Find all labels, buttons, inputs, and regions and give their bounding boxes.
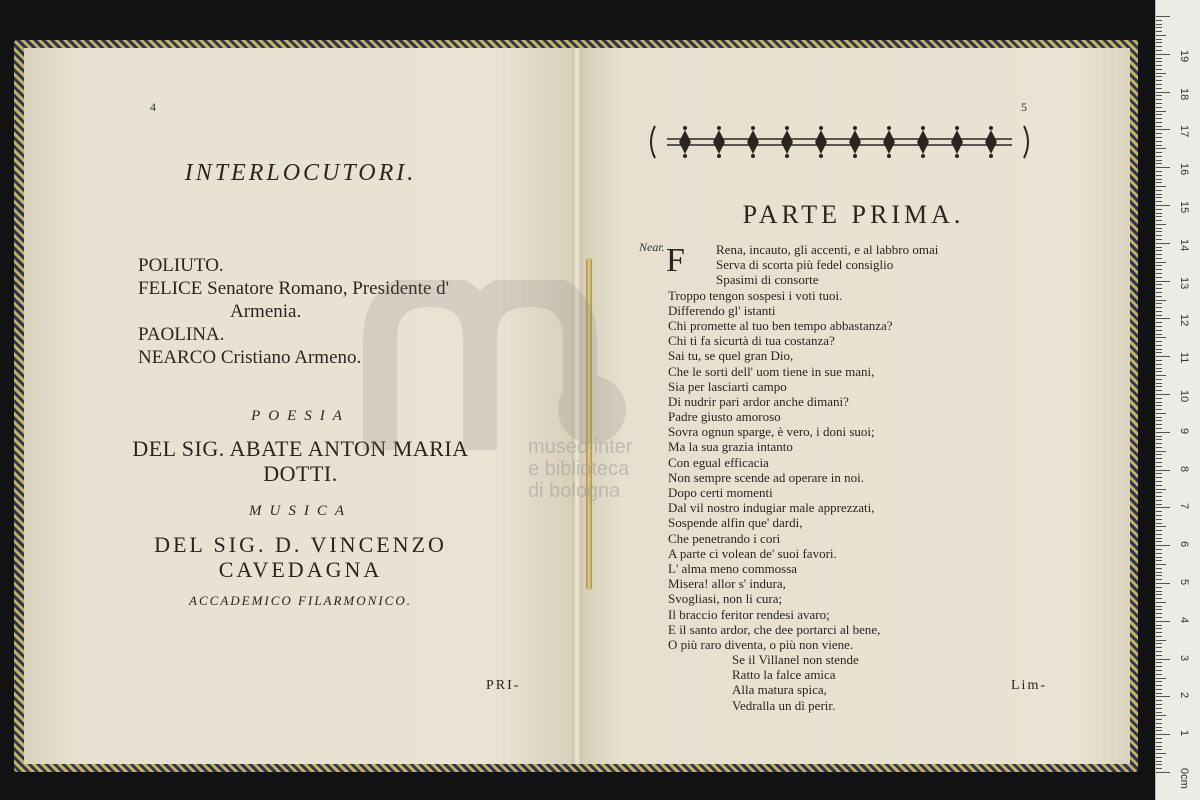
ruler-tick (1156, 723, 1162, 724)
ruler-tick (1156, 326, 1162, 327)
verse-line: Che le sorti dell' uom tiene in sue mani, (668, 363, 875, 379)
ruler-tick (1156, 708, 1162, 709)
drop-cap: F (666, 242, 685, 279)
verse-line: Dal vil nostro indugiar male apprezzati, (668, 500, 875, 516)
ruler-tick (1156, 693, 1162, 694)
parte-prima-heading: PARTE PRIMA. (742, 200, 965, 229)
verse-line: E il santo ardor, che dee portarci al bene, (668, 621, 881, 637)
ruler-label: 15 (1178, 201, 1190, 214)
ruler-tick (1156, 152, 1162, 153)
ruler-tick (1156, 564, 1166, 565)
ruler-tick (1156, 417, 1162, 418)
ruler-tick (1156, 16, 1170, 17)
composer-line-1: DEL SIG. D. VINCENZO (154, 532, 447, 557)
ruler-tick (1156, 92, 1170, 93)
ruler-tick (1156, 481, 1162, 482)
ruler-tick (1156, 742, 1162, 743)
ruler-tick (1156, 447, 1162, 448)
watermark-line: di bologna (528, 480, 621, 502)
catchword-right: Lim- (1011, 678, 1047, 693)
ruler-tick (1156, 269, 1162, 270)
ruler-tick (1156, 95, 1162, 96)
ruler-tick (1156, 258, 1162, 259)
verse-line: O più raro diventa, o più non viene. (668, 636, 854, 652)
verse-line: Spasimi di consorte (716, 272, 819, 288)
ruler-tick (1156, 485, 1162, 486)
poesia-label: POESIA (251, 408, 350, 424)
ruler-tick (1156, 492, 1162, 493)
ruler-tick (1156, 84, 1162, 85)
ruler-tick (1156, 436, 1162, 437)
author-line-2: DOTTI. (263, 461, 338, 486)
ruler-tick (1156, 643, 1162, 644)
verse-line: Vedralla un dì perir. (732, 697, 836, 713)
ruler-tick (1156, 553, 1162, 554)
ruler-tick (1156, 628, 1162, 629)
ruler-tick (1156, 704, 1162, 705)
catchword-left: PRI- (486, 678, 521, 693)
ruler-label: 10 (1178, 390, 1190, 403)
ruler-tick (1156, 458, 1162, 459)
composer-title: ACCADEMICO FILARMONICO. (189, 593, 412, 608)
ruler-tick (1156, 402, 1162, 403)
ruler-tick (1156, 712, 1162, 713)
verse-line: Sovra ognun sparge, è vero, i doni suoi; (668, 424, 875, 440)
verse-line: A parte ci volean de' suoi favori. (668, 545, 837, 561)
ruler-tick (1156, 315, 1162, 316)
ruler-tick (1156, 470, 1170, 471)
ruler-tick (1156, 179, 1162, 180)
ruler-tick (1156, 61, 1162, 62)
ruler-tick (1156, 58, 1162, 59)
ruler-tick (1156, 768, 1162, 769)
verse-line: Differendo gl' istanti (668, 302, 776, 318)
verse-line: Sia per lasciarti campo (668, 378, 787, 394)
ruler-tick (1156, 292, 1162, 293)
ruler-tick (1156, 625, 1162, 626)
verse-line: Se il Villanel non stende (732, 652, 859, 668)
ruler-tick (1156, 311, 1162, 312)
ruler-tick (1156, 409, 1162, 410)
verse-line: Sospende alfin que' dardi, (668, 515, 803, 531)
ruler-tick (1156, 231, 1162, 232)
ruler-tick (1156, 213, 1162, 214)
ruler-tick (1156, 439, 1162, 440)
ruler-tick (1156, 141, 1162, 142)
ruler-tick (1156, 129, 1170, 130)
author-line-1: DEL SIG. ABATE ANTON MARIA (132, 436, 469, 461)
ruler-tick (1156, 118, 1162, 119)
verse-line: L' alma meno commossa (668, 560, 798, 576)
ruler-tick (1156, 194, 1162, 195)
ruler-tick (1156, 277, 1162, 278)
ruler-tick (1156, 69, 1162, 70)
ruler-label: 12 (1178, 314, 1190, 327)
composer-credit (24, 532, 577, 582)
ruler-tick (1156, 107, 1162, 108)
ruler-tick (1156, 579, 1162, 580)
ruler-tick (1156, 504, 1162, 505)
ruler-tick (1156, 156, 1162, 157)
ruler-tick (1156, 761, 1162, 762)
ruler-tick (1156, 360, 1162, 361)
verse-line: Padre giusto amoroso (668, 409, 781, 425)
ruler-tick (1156, 103, 1162, 104)
ruler-tick (1156, 560, 1162, 561)
ruler-tick (1156, 163, 1162, 164)
ruler-label: 0cm (1178, 768, 1190, 789)
ruler-label: 4 (1178, 616, 1190, 623)
measurement-ruler (1155, 0, 1200, 800)
ruler-tick (1156, 322, 1162, 323)
ruler-tick (1156, 655, 1162, 656)
ruler-tick (1156, 473, 1162, 474)
ruler-tick (1156, 262, 1166, 263)
ruler-label: 16 (1178, 163, 1190, 176)
ruler-tick (1156, 20, 1162, 21)
ruler-tick (1156, 719, 1162, 720)
ruler-tick (1156, 413, 1166, 414)
ruler-tick (1156, 568, 1162, 569)
ruler-tick (1156, 73, 1166, 74)
ruler-tick (1156, 602, 1166, 603)
ruler-tick (1156, 500, 1162, 501)
ruler-tick (1156, 330, 1162, 331)
ruler-tick (1156, 209, 1162, 210)
ruler-tick (1156, 451, 1166, 452)
ruler-tick (1156, 613, 1162, 614)
ruler-tick (1156, 148, 1166, 149)
ruler-tick (1156, 757, 1162, 758)
character-poliuto: POLIUTO. (138, 255, 224, 276)
character-nearco: NEARCO Cristiano Armeno. (138, 347, 362, 368)
ruler-tick (1156, 530, 1162, 531)
ruler-tick (1156, 462, 1162, 463)
ruler-tick (1156, 640, 1166, 641)
interlocutori-heading: INTERLOCUTORI. (184, 160, 417, 186)
watermark-text (528, 436, 633, 502)
character-felice: FELICE Senatore Romano, Presidente d' (138, 278, 450, 299)
ruler-tick (1156, 519, 1162, 520)
ruler-tick (1156, 594, 1162, 595)
ruler-tick (1156, 235, 1162, 236)
ruler-tick (1156, 24, 1162, 25)
ruler-tick (1156, 371, 1162, 372)
ruler-tick (1156, 31, 1162, 32)
ruler-tick (1156, 122, 1162, 123)
ruler-tick (1156, 337, 1166, 338)
ruler-tick (1156, 356, 1170, 357)
ruler-tick (1156, 549, 1162, 550)
ruler-tick (1156, 659, 1170, 660)
ruler-label: 14 (1178, 238, 1190, 252)
ruler-tick (1156, 386, 1162, 387)
ruler-tick (1156, 523, 1162, 524)
ruler-tick (1156, 575, 1162, 576)
verse-line: Ma la sua grazia intanto (668, 439, 793, 455)
ruler-tick (1156, 647, 1162, 648)
character-felice-cont: Armenia. (230, 301, 302, 322)
verse-line: Rena, incauto, gli accenti, e al labbro omai (716, 242, 939, 257)
ruler-tick (1156, 390, 1162, 391)
ruler-label: 13 (1178, 276, 1190, 289)
ruler-tick (1156, 145, 1162, 146)
ruler-tick (1156, 507, 1170, 508)
ruler-tick (1156, 545, 1170, 546)
ruler-tick (1156, 114, 1162, 115)
ruler-tick (1156, 405, 1162, 406)
ruler-tick (1156, 254, 1162, 255)
ruler-tick (1156, 379, 1162, 380)
verse-line: Il braccio feritor rendesi avaro; (668, 606, 830, 622)
ruler-tick (1156, 651, 1162, 652)
ruler-tick (1156, 80, 1162, 81)
verse-line: Troppo tengon sospesi i voti tuoi. (668, 287, 843, 303)
ruler-tick (1156, 772, 1170, 773)
ruler-tick (1156, 681, 1162, 682)
ruler-label: 19 (1178, 49, 1190, 63)
ruler-tick (1156, 572, 1162, 573)
ruler-label: 8 (1178, 465, 1190, 472)
verse-line: Non sempre scende ad operare in noi. (668, 469, 865, 485)
ruler-tick (1156, 632, 1162, 633)
page-number-right: 5 (1021, 100, 1027, 114)
ruler-tick (1156, 383, 1162, 384)
verse-line: Svogliasi, non li cura; (668, 591, 783, 607)
ruler-label: 11 (1178, 352, 1190, 364)
ruler-tick (1156, 454, 1162, 455)
ruler-tick (1156, 76, 1162, 77)
ruler-tick (1156, 307, 1162, 308)
watermark-line: e biblioteca (528, 458, 630, 480)
ruler-tick (1156, 541, 1162, 542)
ruler-tick (1156, 228, 1162, 229)
ruler-tick (1156, 598, 1162, 599)
ruler-tick (1156, 88, 1162, 89)
speaker-label: Near. (639, 240, 665, 254)
ruler-tick (1156, 273, 1162, 274)
ruler-tick (1156, 696, 1170, 697)
character-paolina: PAOLINA. (138, 324, 225, 345)
ruler-tick (1156, 678, 1166, 679)
verse-line: Sai tu, se quel gran Dio, (668, 348, 794, 364)
ruler-tick (1156, 432, 1170, 433)
ruler-tick (1156, 288, 1162, 289)
ruler-label: 18 (1178, 87, 1190, 100)
ruler-tick (1156, 609, 1162, 610)
ruler-tick (1156, 466, 1162, 467)
ruler-tick (1156, 220, 1162, 221)
musica-label: MUSICA (249, 503, 352, 519)
ruler-tick (1156, 727, 1162, 728)
ruler-tick (1156, 738, 1162, 739)
ruler-tick (1156, 394, 1170, 395)
ruler-tick (1156, 205, 1170, 206)
ruler-tick (1156, 700, 1162, 701)
watermark-line: museo inter (528, 436, 633, 458)
ruler-tick (1156, 662, 1162, 663)
ruler-tick (1156, 515, 1162, 516)
verse-line: Chi ti fa sicurtà di tua costanza? (668, 333, 835, 349)
verse-line: Che penetrando i cori (668, 530, 781, 546)
ruler-tick (1156, 606, 1162, 607)
ruler-tick (1156, 591, 1162, 592)
ruler-tick (1156, 250, 1162, 251)
ruler-tick (1156, 281, 1170, 282)
verse-line: Chi promette al tuo ben tempo abbastanza? (668, 317, 893, 333)
ruler-tick (1156, 734, 1170, 735)
ruler-tick (1156, 243, 1170, 244)
ruler-tick (1156, 685, 1162, 686)
ruler-tick (1156, 689, 1162, 690)
ruler-tick (1156, 201, 1162, 202)
ruler-tick (1156, 753, 1166, 754)
ruler-tick (1156, 160, 1162, 161)
ruler-tick (1156, 496, 1162, 497)
ruler-tick (1156, 126, 1162, 127)
ruler-tick (1156, 557, 1162, 558)
ruler-tick (1156, 749, 1162, 750)
ruler-tick (1156, 477, 1162, 478)
ruler-tick (1156, 674, 1162, 675)
ruler-tick (1156, 489, 1166, 490)
ruler-tick (1156, 111, 1166, 112)
verse-line: Serva di scorta più fedel consiglio (716, 257, 894, 273)
ruler-tick (1156, 526, 1166, 527)
ruler-tick (1156, 247, 1162, 248)
ruler-tick (1156, 175, 1162, 176)
ruler-tick (1156, 398, 1162, 399)
ruler-tick (1156, 420, 1162, 421)
ruler-tick (1156, 443, 1162, 444)
ruler-tick (1156, 300, 1166, 301)
ruler-tick (1156, 186, 1166, 187)
ruler-label: 9 (1178, 427, 1190, 434)
ruler-label: 6 (1178, 541, 1190, 548)
ruler-tick (1156, 137, 1162, 138)
ruler-tick (1156, 587, 1162, 588)
ruler-tick (1156, 216, 1162, 217)
composer-line-2: CAVEDAGNA (218, 557, 383, 582)
ruler-tick (1156, 99, 1162, 100)
ruler-tick (1156, 583, 1170, 584)
ornament-icon (647, 122, 1032, 162)
ruler-tick (1156, 428, 1162, 429)
verse-line: Di nudrir pari ardor anche dimani? (668, 393, 849, 409)
ruler-tick (1156, 46, 1162, 47)
ruler-tick (1156, 42, 1162, 43)
ruler-tick (1156, 364, 1162, 365)
ruler-tick (1156, 349, 1162, 350)
ruler-tick (1156, 345, 1162, 346)
ruler-label: 5 (1178, 579, 1190, 586)
ruler-tick (1156, 27, 1162, 28)
page-number-left: 4 (150, 100, 156, 114)
ruler-tick (1156, 538, 1162, 539)
ruler-tick (1156, 167, 1170, 168)
ruler-tick (1156, 670, 1162, 671)
ruler-tick (1156, 730, 1162, 731)
ruler-label: 3 (1178, 654, 1190, 661)
ruler-tick (1156, 133, 1162, 134)
ruler-tick (1156, 341, 1162, 342)
right-page (577, 48, 1130, 764)
ruler-tick (1156, 303, 1162, 304)
ruler-tick (1156, 190, 1162, 191)
ruler-tick (1156, 39, 1162, 40)
ruler-tick (1156, 715, 1166, 716)
ruler-tick (1156, 239, 1162, 240)
ruler-tick (1156, 284, 1162, 285)
ruler-tick (1156, 318, 1170, 319)
verse-text (668, 242, 938, 713)
ruler-tick (1156, 65, 1162, 66)
verse-line: Con egual efficacia (668, 454, 769, 470)
ruler-tick (1156, 35, 1166, 36)
ruler-tick (1156, 265, 1162, 266)
ruler-label: 1 (1178, 730, 1190, 737)
ruler-tick (1156, 182, 1162, 183)
ruler-tick (1156, 764, 1162, 765)
verse-line: Misera! allor s' indura, (668, 576, 786, 592)
ruler-tick (1156, 171, 1162, 172)
ruler-tick (1156, 368, 1162, 369)
ruler-tick (1156, 197, 1162, 198)
ruler-tick (1156, 617, 1162, 618)
ruler-tick (1156, 666, 1162, 667)
verse-line: Dopo certi momenti (668, 485, 773, 500)
ruler-tick (1156, 636, 1162, 637)
ruler-tick (1156, 296, 1162, 297)
ruler-tick (1156, 352, 1162, 353)
ruler-tick (1156, 424, 1162, 425)
ruler-label: 17 (1178, 125, 1190, 138)
verse-line: Alla matura spica, (732, 682, 827, 698)
ruler-tick (1156, 224, 1166, 225)
ruler-tick (1156, 334, 1162, 335)
ruler-tick (1156, 534, 1162, 535)
ruler-label: 7 (1178, 503, 1190, 510)
ruler-label: 2 (1178, 692, 1190, 699)
verse-line: Ratto la falce amica (732, 667, 836, 683)
ruler-tick (1156, 746, 1162, 747)
ruler-tick (1156, 621, 1170, 622)
ruler-tick (1156, 50, 1162, 51)
ruler-tick (1156, 511, 1162, 512)
ruler-tick (1156, 375, 1166, 376)
ruler-tick (1156, 54, 1170, 55)
